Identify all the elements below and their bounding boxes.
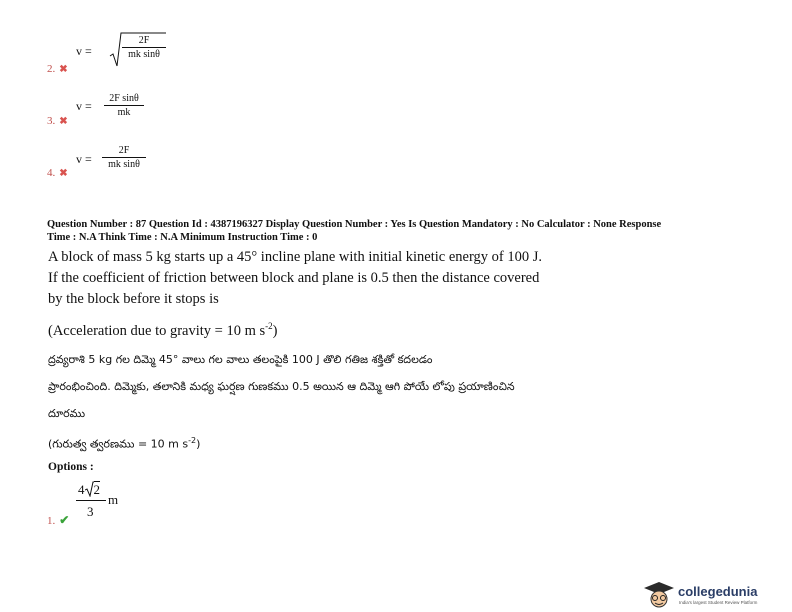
option-3-formula xyxy=(104,93,144,118)
option-1-numerator-coef: 4 xyxy=(78,482,85,497)
logo-tagline: India's largest Student Review Platform xyxy=(679,600,758,605)
option-4-numerator: 2F xyxy=(102,145,146,158)
telugu-gravity-exponent: -2 xyxy=(188,436,197,445)
telugu-gravity-close: ) xyxy=(196,437,201,451)
english-gravity-exponent: -2 xyxy=(265,321,273,331)
check-icon: ✔ xyxy=(59,513,70,527)
collegedunia-logo xyxy=(642,580,788,610)
question-telugu xyxy=(48,352,648,453)
option-4-lhs: v = xyxy=(76,152,92,166)
cross-icon: ✖ xyxy=(59,64,68,75)
option-2-number: 2. xyxy=(47,63,56,75)
logo-name: collegedunia xyxy=(678,584,758,599)
option-4-formula xyxy=(102,145,146,170)
option-1-denominator: 3 xyxy=(87,504,94,519)
option-2-denominator: mk sinθ xyxy=(128,49,160,60)
question-header-line-2: Time : N.A Think Time : N.A Minimum Instruction Time : 0 xyxy=(47,232,318,243)
telugu-line-2: ప్రారంభించింది. దిమ్మెకు, తలానికి మధ్య ఘర్షణ గుణకము 0.5 అయిన ఆ దిమ్మె ఆగి పోయే లోపు ప్రయాణించిన xyxy=(48,380,515,393)
option-1-numerator-root: 2 xyxy=(93,482,100,497)
cross-icon: ✖ xyxy=(59,116,68,127)
option-1-label xyxy=(47,513,69,528)
option-4-label xyxy=(47,167,68,179)
option-4-denominator: mk sinθ xyxy=(108,159,140,170)
cross-icon: ✖ xyxy=(59,168,68,179)
question-header xyxy=(47,218,767,244)
option-2-label xyxy=(47,63,68,75)
english-line-4 xyxy=(48,316,648,342)
option-3-numerator: 2F sinθ xyxy=(104,93,144,106)
option-2-lhs: v = xyxy=(76,44,92,58)
option-4-number: 4. xyxy=(47,167,56,179)
english-gravity-close: ) xyxy=(272,322,278,339)
graduate-mascot-icon xyxy=(642,580,676,610)
option-1-formula xyxy=(76,481,136,523)
english-gravity-text: (Acceleration due to gravity = 10 m s xyxy=(48,322,266,339)
question-english xyxy=(48,247,648,342)
telugu-line-4 xyxy=(48,433,648,453)
option-1-fraction-bar xyxy=(76,500,106,501)
telugu-line-3: దూరము xyxy=(48,407,86,420)
option-1-numerator xyxy=(78,481,100,498)
english-line-2: If the coefficient of friction between block and plane is 0.5 then the distance covered xyxy=(48,270,540,286)
telugu-gravity-text: (గురుత్వ త్వరణము = 10 m s xyxy=(48,437,189,451)
options-label: Options : xyxy=(48,461,94,473)
option-1-number: 1. xyxy=(47,515,56,527)
option-2-numerator: 2F xyxy=(122,35,166,48)
telugu-line-1: ద్రవ్యరాశి 5 kg గల దిమ్మె 45° వాలు గల వాలు తలంపైకి 100 J తొలి గతిజ శక్తితో కదలడం xyxy=(48,353,433,366)
option-3-denominator: mk xyxy=(117,107,131,118)
english-line-3: by the block before it stops is xyxy=(48,291,219,307)
option-3-number: 3. xyxy=(47,115,56,127)
option-3-label xyxy=(47,115,68,127)
option-1-unit: m xyxy=(108,492,119,507)
english-line-1: A block of mass 5 kg starts up a 45° incline plane with initial kinetic energy of 100 J. xyxy=(48,249,543,265)
sqrt-sign-icon xyxy=(85,481,94,497)
option-3-lhs: v = xyxy=(76,99,92,113)
question-header-line-1: Question Number : 87 Question Id : 4387196327 Display Question Number : Yes Is Question Mandatory : No Calculator : None Response xyxy=(47,219,662,230)
